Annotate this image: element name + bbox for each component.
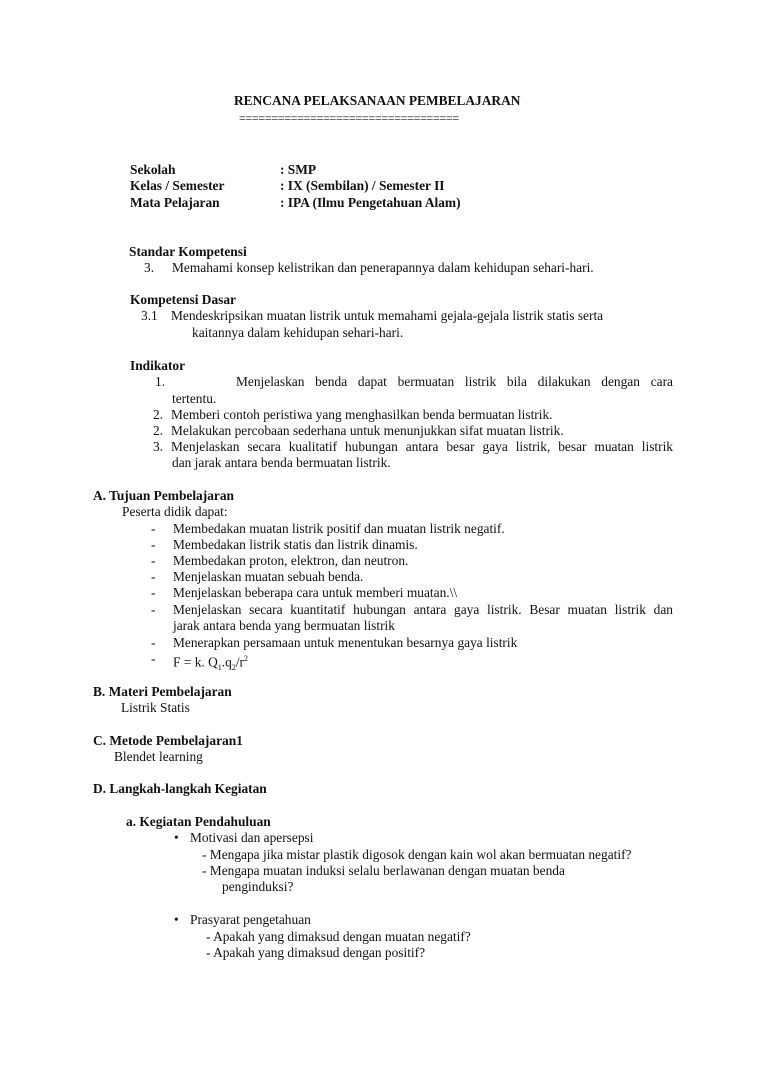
sk-text: Memahami konsep kelistrikan dan penerapannya dalam kehidupan sehari-hari.: [172, 260, 594, 275]
indikator-heading: Indikator: [130, 358, 186, 373]
bullet-icon: •: [174, 830, 179, 845]
indikator-text-cont: dan jarak antara benda bermuatan listrik.: [172, 455, 391, 470]
bullet-icon: •: [174, 912, 179, 927]
indikator-text: Menjelaskan benda dapat bermuatan listrik bila dilakukan dengan cara: [236, 374, 673, 389]
tujuan-item: Menjelaskan muatan sebuah benda.: [173, 569, 364, 584]
sk-number: 3.: [144, 260, 155, 275]
tujuan-item: Membedakan proton, elektron, dan neutron.: [173, 553, 409, 568]
dash-marker: -: [151, 537, 156, 552]
indikator-number: 3.: [153, 439, 164, 454]
section-b-heading: B. Materi Pembelajaran: [93, 684, 232, 699]
kd-number: 3.1: [141, 308, 158, 323]
section-d-heading: D. Langkah-langkah Kegiatan: [93, 781, 267, 796]
coulomb-formula: [173, 651, 248, 676]
question-item: - Apakah yang dimaksud dengan positif?: [206, 945, 426, 960]
kd-text-line1: Mendeskripsikan muatan listrik untuk memahami gejala-gejala listrik statis serta: [171, 308, 604, 323]
formula-sup: 2: [244, 654, 248, 663]
formula-slash: /r: [235, 654, 244, 670]
dash-marker: -: [151, 602, 156, 617]
identity-value-subject: : IPA (Ilmu Pengetahuan Alam): [280, 195, 461, 210]
indikator-text: Melakukan percobaan sederhana untuk menunjukkan sifat muatan listrik.: [171, 423, 564, 438]
tujuan-item: Menjelaskan beberapa cara untuk memberi muatan.\\: [173, 585, 458, 600]
indikator-text: Memberi contoh peristiwa yang menghasilkan benda bermuatan listrik.: [171, 407, 553, 422]
tujuan-item: Menjelaskan secara kuantitatif hubungan antara gaya listrik. Besar muatan listrik dan: [173, 602, 673, 617]
dash-marker: -: [151, 569, 156, 584]
sk-heading: Standar Kompetensi: [129, 244, 247, 259]
indikator-number: 2.: [153, 423, 164, 438]
identity-label-subject: Mata Pelajaran: [130, 195, 220, 210]
materi-text: Listrik Statis: [121, 700, 190, 715]
kegiatan-pendahuluan-heading: a. Kegiatan Pendahuluan: [126, 814, 271, 829]
identity-label-class: Kelas / Semester: [130, 178, 225, 193]
identity-value-class: : IX (Sembilan) / Semester II: [280, 178, 445, 193]
tujuan-item: Membedakan listrik statis dan listrik dinamis.: [173, 537, 418, 552]
indikator-number: 2.: [153, 407, 164, 422]
metode-text: Blendet learning: [114, 749, 203, 764]
dash-marker: -: [151, 521, 156, 536]
question-item: - Mengapa muatan induksi selalu berlawanan dengan muatan benda: [202, 863, 565, 878]
formula-prefix: F = k. Q: [173, 654, 218, 670]
formula-mid: .q: [221, 654, 232, 670]
section-a-heading: A. Tujuan Pembelajaran: [93, 488, 234, 503]
kd-text-line2: kaitannya dalam kehidupan sehari-hari.: [192, 325, 404, 340]
question-item: - Apakah yang dimaksud dengan muatan negatif?: [206, 929, 471, 944]
title-underline: ==================================: [239, 111, 459, 125]
tujuan-item: Membedakan muatan listrik positif dan muatan listrik negatif.: [173, 521, 505, 536]
bullet-text: Motivasi dan apersepsi: [190, 830, 314, 845]
question-item: - Mengapa jika mistar plastik digosok dengan kain wol akan bermuatan negatif?: [202, 847, 632, 862]
dash-marker: -: [151, 553, 156, 568]
bullet-text: Prasyarat pengetahuan: [190, 912, 311, 927]
tujuan-item-cont: jarak antara benda yang bermuatan listrik: [173, 618, 395, 633]
dash-marker: -: [151, 585, 156, 600]
identity-value-school: : SMP: [280, 162, 317, 177]
indikator-text: Menjelaskan secara kualitatif hubungan antara besar gaya listrik, besar muatan listrik: [171, 439, 673, 454]
formula-sub-2: 2: [231, 663, 236, 673]
formula-sub-1: 1: [217, 663, 222, 673]
tujuan-item: Menerapkan persamaan untuk menentukan besarnya gaya listrik: [173, 635, 518, 650]
dash-marker: -: [151, 651, 156, 666]
section-c-heading: C. Metode Pembelajaran1: [93, 733, 243, 748]
indikator-text-cont: tertentu.: [172, 391, 217, 406]
tujuan-intro: Peserta didik dapat:: [122, 504, 228, 519]
identity-label-school: Sekolah: [130, 162, 176, 177]
indikator-number: 1.: [155, 374, 166, 389]
question-item-cont: penginduksi?: [222, 879, 294, 894]
page-title: RENCANA PELAKSANAAN PEMBELAJARAN: [234, 93, 521, 108]
dash-marker: -: [151, 635, 156, 650]
kd-heading: Kompetensi Dasar: [130, 292, 237, 307]
